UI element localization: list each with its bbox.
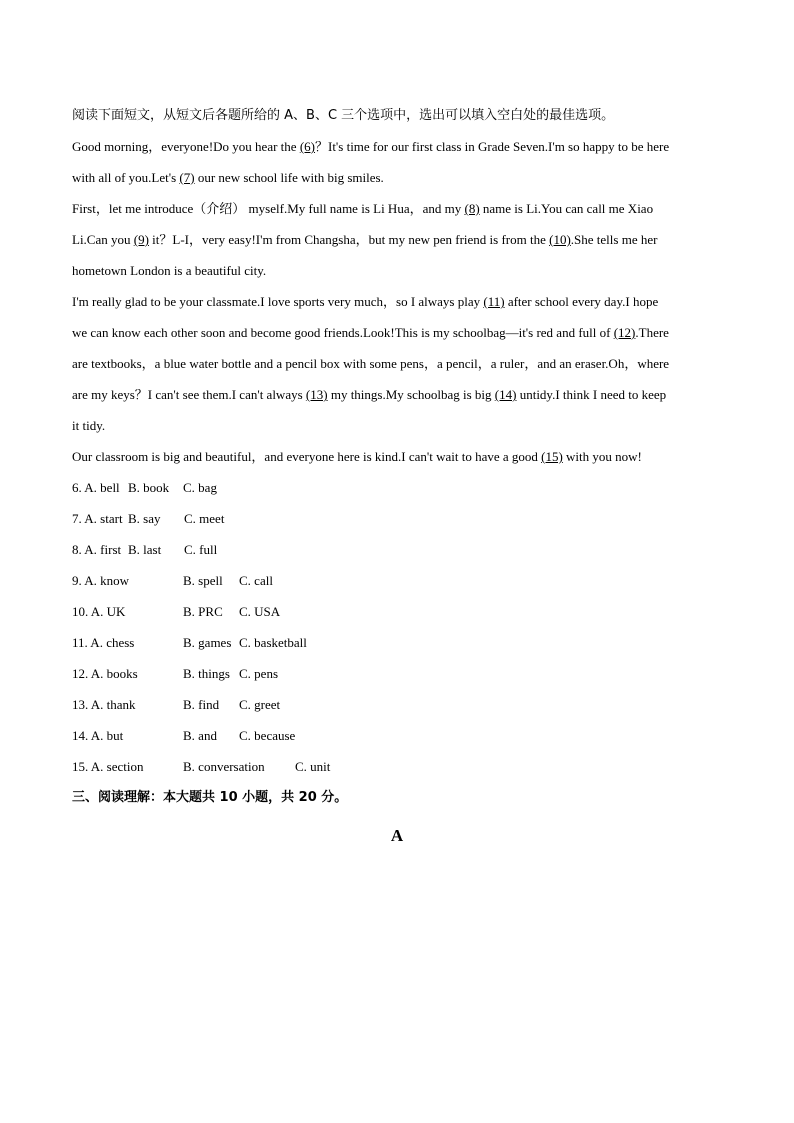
option-a: 6. A. bell	[72, 480, 120, 495]
passage-text: our new school life with big smiles.	[194, 170, 384, 185]
option-b: B. things	[183, 666, 230, 681]
option-c: C. basketball	[239, 635, 307, 650]
option-b: B. spell	[183, 573, 223, 588]
passage-text: Good morning，everyone!Do you hear the	[72, 139, 300, 154]
option-a: 10. A. UK	[72, 604, 126, 619]
option-a: 13. A. thank	[72, 697, 136, 712]
option-c: C. unit	[295, 759, 331, 774]
blank-7: (7)	[179, 170, 195, 185]
option-b: B. games	[183, 635, 232, 650]
passage-line	[72, 348, 722, 379]
passage-text: it tidy.	[72, 418, 106, 433]
option-c: C. call	[239, 573, 273, 588]
passage-text: .There	[635, 325, 669, 340]
passage-line	[72, 410, 722, 441]
instruction-text: 阅读下面短文，从短文后各题所给的 A、B、C 三个选项中，选出可以填入空白处的最佳选项。	[72, 108, 615, 123]
document-page	[72, 100, 722, 813]
option-c: C. bag	[183, 480, 217, 495]
passage-text: name is Li.You can call me Xiao	[479, 201, 654, 216]
blank-13: (13)	[305, 387, 328, 402]
passage-line	[72, 224, 722, 255]
option-a: 8. A. first	[72, 542, 122, 557]
passage-text: it？L-I，very easy!I'm from Changsha，but my new pen friend is from the	[148, 232, 550, 247]
passage-text: ？It's time for our first class in Grade Seven.I'm so happy to be here	[314, 139, 670, 154]
passage-text: we can know each other soon and become good friends.Look!This is my schoolbag—it's red and full of	[72, 325, 614, 340]
section-heading: 三、阅读理解：本大题共 10 小题，共 20 分。	[72, 790, 348, 805]
blank-8: (8)	[464, 201, 480, 216]
question-options-14	[72, 720, 722, 751]
blank-14: (14)	[494, 387, 517, 402]
passage-line	[72, 193, 722, 224]
question-options-13	[72, 689, 722, 720]
passage-text: my things.My schoolbag is big	[327, 387, 495, 402]
question-options-10	[72, 596, 722, 627]
option-c: C. because	[239, 728, 296, 743]
option-c: C. USA	[239, 604, 281, 619]
option-a: 11. A. chess	[72, 635, 135, 650]
passage-text: .She tells me her	[570, 232, 658, 247]
passage-line	[72, 379, 722, 410]
option-c: C. greet	[239, 697, 281, 712]
option-b: B. last	[128, 542, 162, 557]
question-options-12	[72, 658, 722, 689]
option-b: B. PRC	[183, 604, 223, 619]
passage-text: Li.Can you	[72, 232, 134, 247]
passage-text: Our classroom is big and beautiful，and everyone here is kind.I can't wait to have a good	[72, 449, 542, 464]
option-a: 7. A. start	[72, 511, 123, 526]
blank-15: (15)	[541, 449, 563, 464]
passage-text: are textbooks，a blue water bottle and a pencil box with some pens，a pencil，a ruler，and an eraser.Oh，where	[72, 356, 670, 371]
option-a: 9. A. know	[72, 573, 130, 588]
passage-text: hometown London is a beautiful city.	[72, 263, 267, 278]
option-c: C. full	[184, 542, 218, 557]
option-b: B. find	[183, 697, 220, 712]
option-a: 14. A. but	[72, 728, 124, 743]
blank-11: (11)	[483, 294, 505, 309]
passage-text: I'm really glad to be your classmate.I love sports very much，so I always play	[72, 294, 484, 309]
passage-line	[72, 317, 722, 348]
passage-text: untidy.I think I need to keep	[516, 387, 667, 402]
option-b: B. say	[128, 511, 161, 526]
passage-text: after school every day.I hope	[504, 294, 659, 309]
passage-line	[72, 286, 722, 317]
passage-line	[72, 131, 722, 162]
question-options-15	[72, 751, 722, 782]
question-options-6	[72, 472, 722, 503]
passage-text: are my keys？I can't see them.I can't always	[72, 387, 306, 402]
blank-6: (6)	[299, 139, 315, 154]
question-options-11	[72, 627, 722, 658]
passage-line	[72, 162, 722, 193]
option-a: 12. A. books	[72, 666, 138, 681]
option-c: C. pens	[239, 666, 278, 681]
option-b: B. and	[183, 728, 217, 743]
option-b: B. book	[128, 480, 170, 495]
passage-text: with you now!	[562, 449, 642, 464]
option-b: B. conversation	[183, 759, 265, 774]
passage-line	[72, 441, 722, 472]
question-options-9	[72, 565, 722, 596]
blank-10: (10)	[549, 232, 571, 247]
part-label: A	[390, 826, 404, 845]
question-options-8	[72, 534, 722, 565]
blank-9: (9)	[133, 232, 149, 247]
option-c: C. meet	[184, 511, 225, 526]
question-options-7	[72, 503, 722, 534]
option-a: 15. A. section	[72, 759, 144, 774]
passage-text: First，let me introduce（介绍） myself.My full name is Li Hua，and my	[72, 201, 465, 216]
blank-12: (12)	[613, 325, 636, 340]
passage-line	[72, 255, 722, 286]
passage-text: with all of you.Let's	[72, 170, 180, 185]
